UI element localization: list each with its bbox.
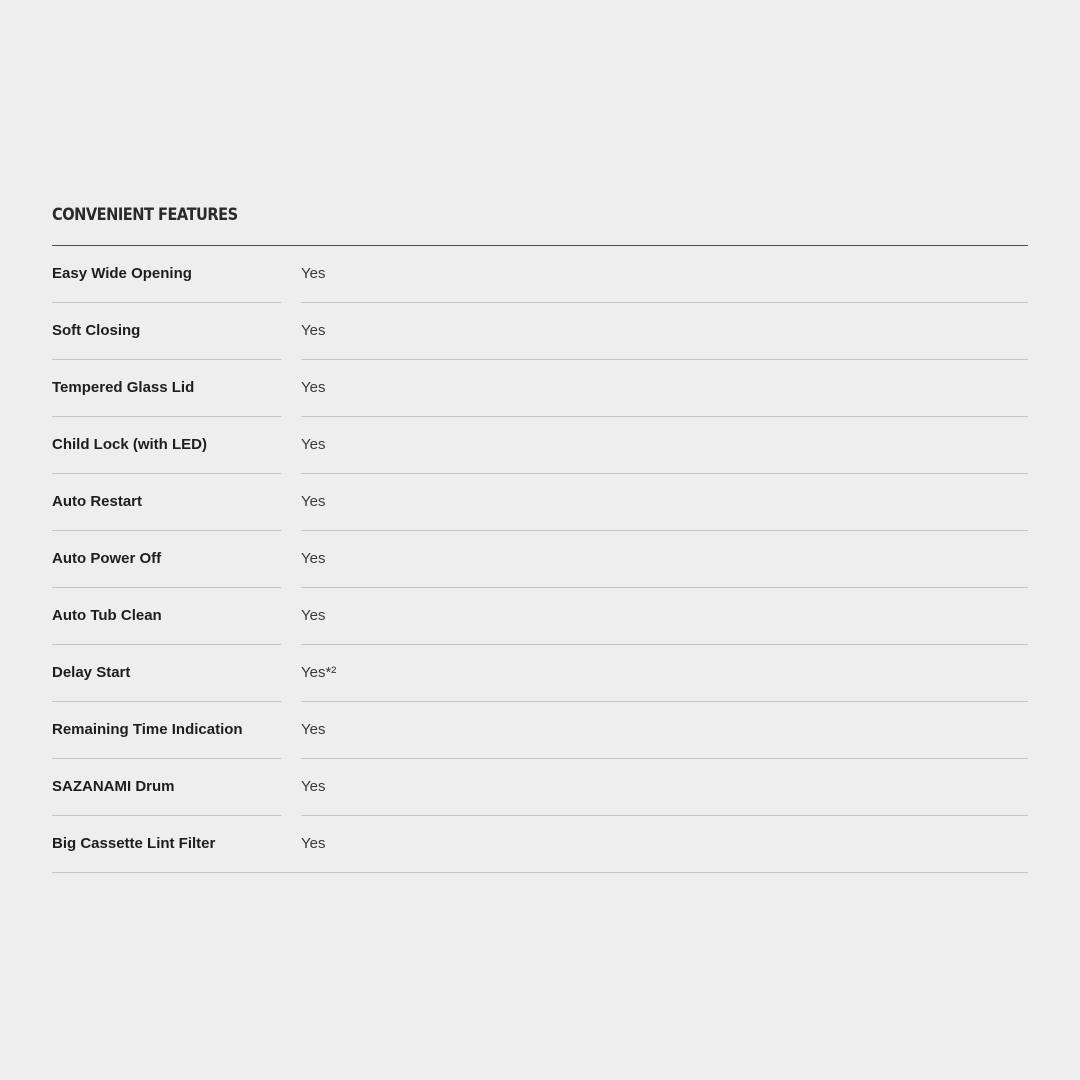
- spec-value: Yes: [301, 816, 1028, 873]
- spec-value: Yes: [301, 588, 1028, 645]
- spec-label: SAZANAMI Drum: [52, 759, 281, 816]
- spec-label: Auto Restart: [52, 474, 281, 531]
- spec-label: Auto Tub Clean: [52, 588, 281, 645]
- spec-label: Remaining Time Indication: [52, 702, 281, 759]
- spec-value: Yes: [301, 303, 1028, 360]
- spec-row: [52, 816, 1028, 873]
- spec-value: Yes: [301, 531, 1028, 588]
- spec-row: [52, 702, 1028, 759]
- spec-row: [52, 588, 1028, 645]
- spec-value: Yes: [301, 702, 1028, 759]
- spec-value: Yes: [301, 417, 1028, 474]
- section-title: CONVENIENT FEATURES: [52, 205, 238, 225]
- spec-row: [52, 360, 1028, 417]
- spec-row: [52, 246, 1028, 303]
- spec-table: [52, 246, 1028, 873]
- spec-label: Delay Start: [52, 645, 281, 702]
- spec-value: Yes: [301, 360, 1028, 417]
- convenient-features-section: [52, 198, 1028, 873]
- spec-label: Tempered Glass Lid: [52, 360, 281, 417]
- spec-row: [52, 645, 1028, 702]
- spec-value: Yes: [301, 474, 1028, 531]
- spec-label: Soft Closing: [52, 303, 281, 360]
- spec-value: Yes: [301, 759, 1028, 816]
- spec-row: [52, 759, 1028, 816]
- spec-row: [52, 474, 1028, 531]
- spec-row: [52, 417, 1028, 474]
- spec-value: Yes*²: [301, 645, 1028, 702]
- spec-label: Child Lock (with LED): [52, 417, 281, 474]
- spec-value: Yes: [301, 246, 1028, 303]
- spec-label: Auto Power Off: [52, 531, 281, 588]
- spec-label: Big Cassette Lint Filter: [52, 816, 301, 873]
- spec-row: [52, 531, 1028, 588]
- spec-label: Easy Wide Opening: [52, 246, 281, 303]
- spec-row: [52, 303, 1028, 360]
